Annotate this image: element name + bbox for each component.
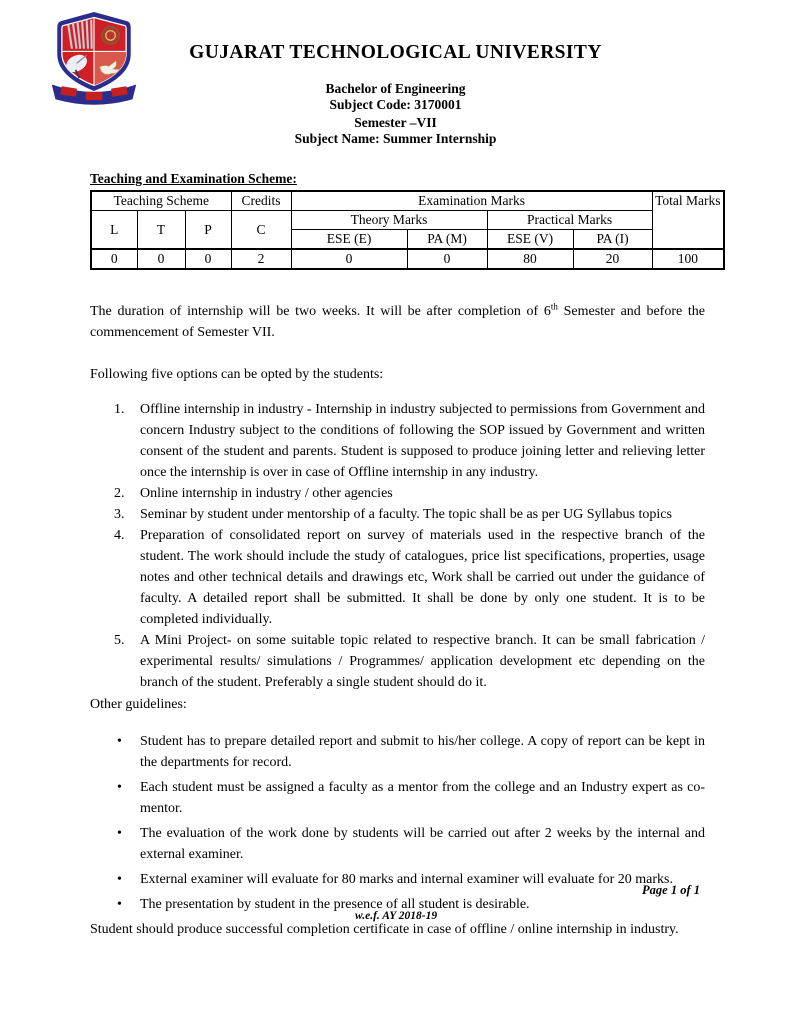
list-number: 2. [114,486,125,501]
list-number: 5. [114,633,125,648]
subject-name: Subject Name: Summer Internship [294,130,497,146]
list-item: • External examiner will evaluate for 80 marks and internal examiner will evaluate for 20 marks. [140,869,705,890]
value-ese-e: 0 [291,249,407,269]
list-item [114,504,705,525]
document-body [90,171,723,940]
value-t: 0 [137,249,185,269]
table-row [91,191,724,211]
scheme-heading: Teaching and Examination Scheme: [90,171,297,186]
value-pa-m: 0 [407,249,487,269]
total-marks-header: Total Marks [652,191,724,249]
semester-label: Semester –VII [354,115,437,130]
pa-i-header: PA (I) [573,230,652,250]
list-item [114,630,705,693]
closing-statement: Student should produce successful completion certificate in case of offline / online internship in industry. [90,922,679,937]
page-number: Page 1 of 1 [642,883,700,897]
teaching-scheme-header: Teaching Scheme [91,191,231,211]
pa-m-header: PA (M) [407,230,487,250]
list-item: • Student has to prepare detailed report and submit to his/her college. A copy of report can be kept in the departments for record. [140,731,705,773]
list-item-text: Online internship in industry / other agencies [140,486,393,501]
col-header-p: P [185,211,231,250]
table-row [91,249,724,269]
list-number: 1. [114,402,125,417]
list-item [114,399,705,483]
list-item [114,483,705,504]
gtu-crest-icon [48,12,140,113]
value-total: 100 [652,249,724,269]
duration-paragraph [90,301,705,343]
list-item: • The evaluation of the work done by students will be carried out after 2 weeks by the internal and external examiner. [140,823,705,865]
options-list [90,399,705,693]
guidelines-list [90,731,705,915]
theory-marks-header: Theory Marks [291,211,487,230]
list-item: • The presentation by student in the presence of all student is desirable. [140,894,705,915]
ese-e-header: ESE (E) [291,230,407,250]
value-p: 0 [185,249,231,269]
ese-v-header: ESE (V) [487,230,573,250]
credits-header: Credits [231,191,291,211]
subject-code: Subject Code: 3170001 [329,96,462,112]
duration-text-after: Semester and before the commencement of Semester VII. [90,304,706,340]
table-row [91,211,724,230]
list-item-text: Preparation of consolidated report on survey of materials used in the respective branch of the student. The work should include the study of catalogues, price list specifications, properties, usage notes and other technical details and drawings etc, Work shall be carried out under the guidance of faculty. A detailed report shall be submitted. It shall be done by only one student. It is to be completed individually. [140,528,705,627]
value-l: 0 [91,249,137,269]
examination-marks-header: Examination Marks [291,191,652,211]
value-ese-v: 80 [487,249,573,269]
value-c: 2 [231,249,291,269]
list-item: • Each student must be assigned a faculty as a mentor from the college and an Industry expert as co-mentor. [140,777,705,819]
duration-text-before: The duration of internship will be two weeks. It will be after completion of 6 [90,304,551,319]
list-number: 4. [114,528,125,543]
options-intro: Following five options can be opted by the students: [90,367,384,382]
list-item-text: Offline internship in industry - Internship in industry subjected to permissions from Government and concern Industry subject to the conditions of following the SOP issued by Government and written consent of the student and parents. Student is supposed to produce joining letter and relieving letter once the internship is over in case of Offline internship in any industry. [140,402,705,480]
col-header-t: T [137,211,185,250]
list-item-text: A Mini Project- on some suitable topic related to respective branch. It can be small fabrication / experimental results/ simulations / Programmes/ application development etc depending on the branch of the student. Preferably a single student should do it. [140,633,705,690]
university-title: GUJARAT TECHNOLOGICAL UNIVERSITY [189,42,602,63]
list-item-text: Seminar by student under mentorship of a faculty. The topic shall be as per UG Syllabus topics [140,507,672,522]
col-header-c: C [231,211,291,250]
list-item [114,525,705,630]
program-name: Bachelor of Engineering [325,81,466,96]
list-number: 3. [114,507,125,522]
ordinal-superscript: th [550,301,558,312]
guidelines-heading: Other guidelines: [90,697,187,712]
exam-scheme-table [90,190,725,270]
value-pa-i: 20 [573,249,652,269]
crest-medallion [102,27,119,44]
effective-date: w.e.f. AY 2018-19 [355,910,438,922]
col-header-l: L [91,211,137,250]
practical-marks-header: Practical Marks [487,211,652,230]
